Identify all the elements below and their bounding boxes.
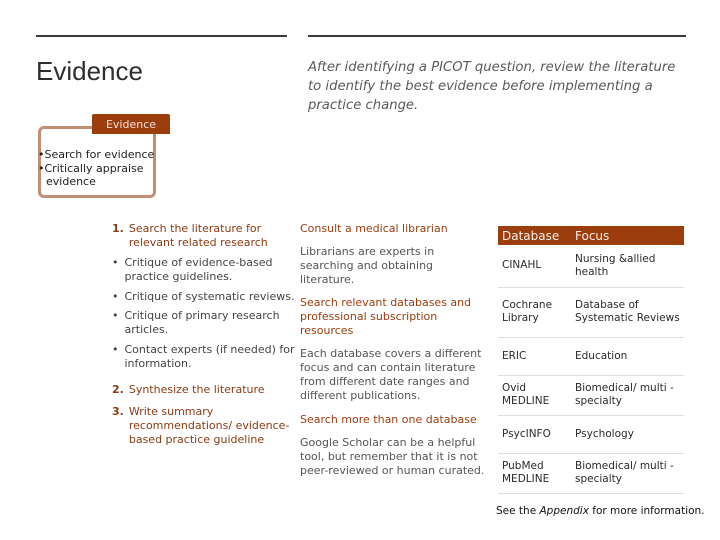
note-line: •Search for evidence — [38, 148, 155, 161]
table-cell: Nursing &allied health — [571, 245, 684, 287]
table-row — [498, 453, 684, 493]
footer-text: for more information. — [588, 505, 705, 517]
bullet-icon: • — [112, 290, 119, 303]
bullet-text: Contact experts (if needed) for information. — [124, 343, 295, 370]
page-title: Evidence — [36, 56, 143, 86]
table-cell: Biomedical/ multi -specialty — [571, 453, 684, 493]
table-cell: Biomedical/ multi -specialty — [571, 375, 684, 415]
bullet-text: Critique of primary research articles. — [124, 309, 280, 336]
table-header-row — [498, 226, 684, 245]
column-header: Focus — [571, 226, 684, 245]
step-title: Write summary recommendations/ evidence-based practice guideline — [128, 405, 290, 446]
notes-text — [38, 148, 153, 189]
table-cell: Education — [571, 337, 684, 375]
footer-text: See the — [496, 505, 540, 517]
table-cell: Psychology — [571, 415, 684, 453]
middle-column — [300, 222, 485, 478]
evidence-tab — [92, 114, 170, 134]
table-row — [498, 337, 684, 375]
bullet-icon: • — [112, 309, 119, 322]
appendix-reference: Appendix — [539, 505, 589, 517]
table-row — [498, 415, 684, 453]
note-line: evidence — [46, 175, 96, 188]
bullet-text: Critique of evidence-based practice guidelines. — [124, 256, 273, 283]
table-row — [498, 245, 684, 287]
note-line: •Critically appraise — [38, 161, 144, 175]
table-cell: Database of Systematic Reviews — [571, 287, 684, 337]
evidence-tab-label: Evidence — [105, 117, 157, 131]
step-1 — [112, 222, 302, 250]
bullet-item — [112, 343, 302, 371]
table-cell: PsycINFO — [498, 415, 571, 453]
step-title: Search the literature for relevant related research — [128, 222, 268, 249]
step-2 — [112, 383, 302, 397]
table-row — [498, 375, 684, 415]
step-number: 1. — [112, 222, 124, 235]
section-body: Google Scholar can be a helpful tool, but remember that it is not peer-reviewed or human curated. — [300, 436, 485, 477]
table-cell: Ovid MEDLINE — [498, 375, 571, 415]
section-body: Each database covers a different focus and can contain literature from different date ranges and different publications. — [300, 347, 482, 402]
steps-column — [112, 222, 302, 447]
footer-note — [496, 505, 705, 517]
bullet-text: Critique of systematic reviews. — [124, 290, 295, 303]
table-cell: CINAHL — [498, 245, 571, 287]
database-table — [498, 226, 684, 494]
step-number: 2. — [112, 383, 124, 396]
step-3 — [112, 405, 302, 447]
section-heading: Search relevant databases and professional subscription resources — [300, 296, 472, 337]
bullet-icon: • — [112, 256, 119, 269]
table-row — [498, 287, 684, 337]
top-rule-right — [308, 35, 686, 37]
section-heading: Consult a medical librarian — [300, 222, 448, 235]
table-cell: ERIC — [498, 337, 571, 375]
section-heading: Search more than one database — [300, 413, 477, 426]
bullet-icon: • — [112, 343, 119, 356]
bullet-item — [112, 256, 302, 284]
section-body: Librarians are experts in searching and obtaining literature. — [300, 245, 435, 286]
bullet-item — [112, 309, 302, 337]
table-cell: Cochrane Library — [498, 287, 571, 337]
table-cell: PubMed MEDLINE — [498, 453, 571, 493]
step-number: 3. — [112, 405, 124, 418]
intro-text: After identifying a PICOT question, review the literature to identify the best evidence before implementing a practice change. — [308, 60, 676, 113]
step-title: Synthesize the literature — [128, 383, 265, 396]
bullet-item — [112, 290, 302, 304]
column-header: Database — [498, 226, 571, 245]
top-rule-left — [36, 35, 287, 37]
